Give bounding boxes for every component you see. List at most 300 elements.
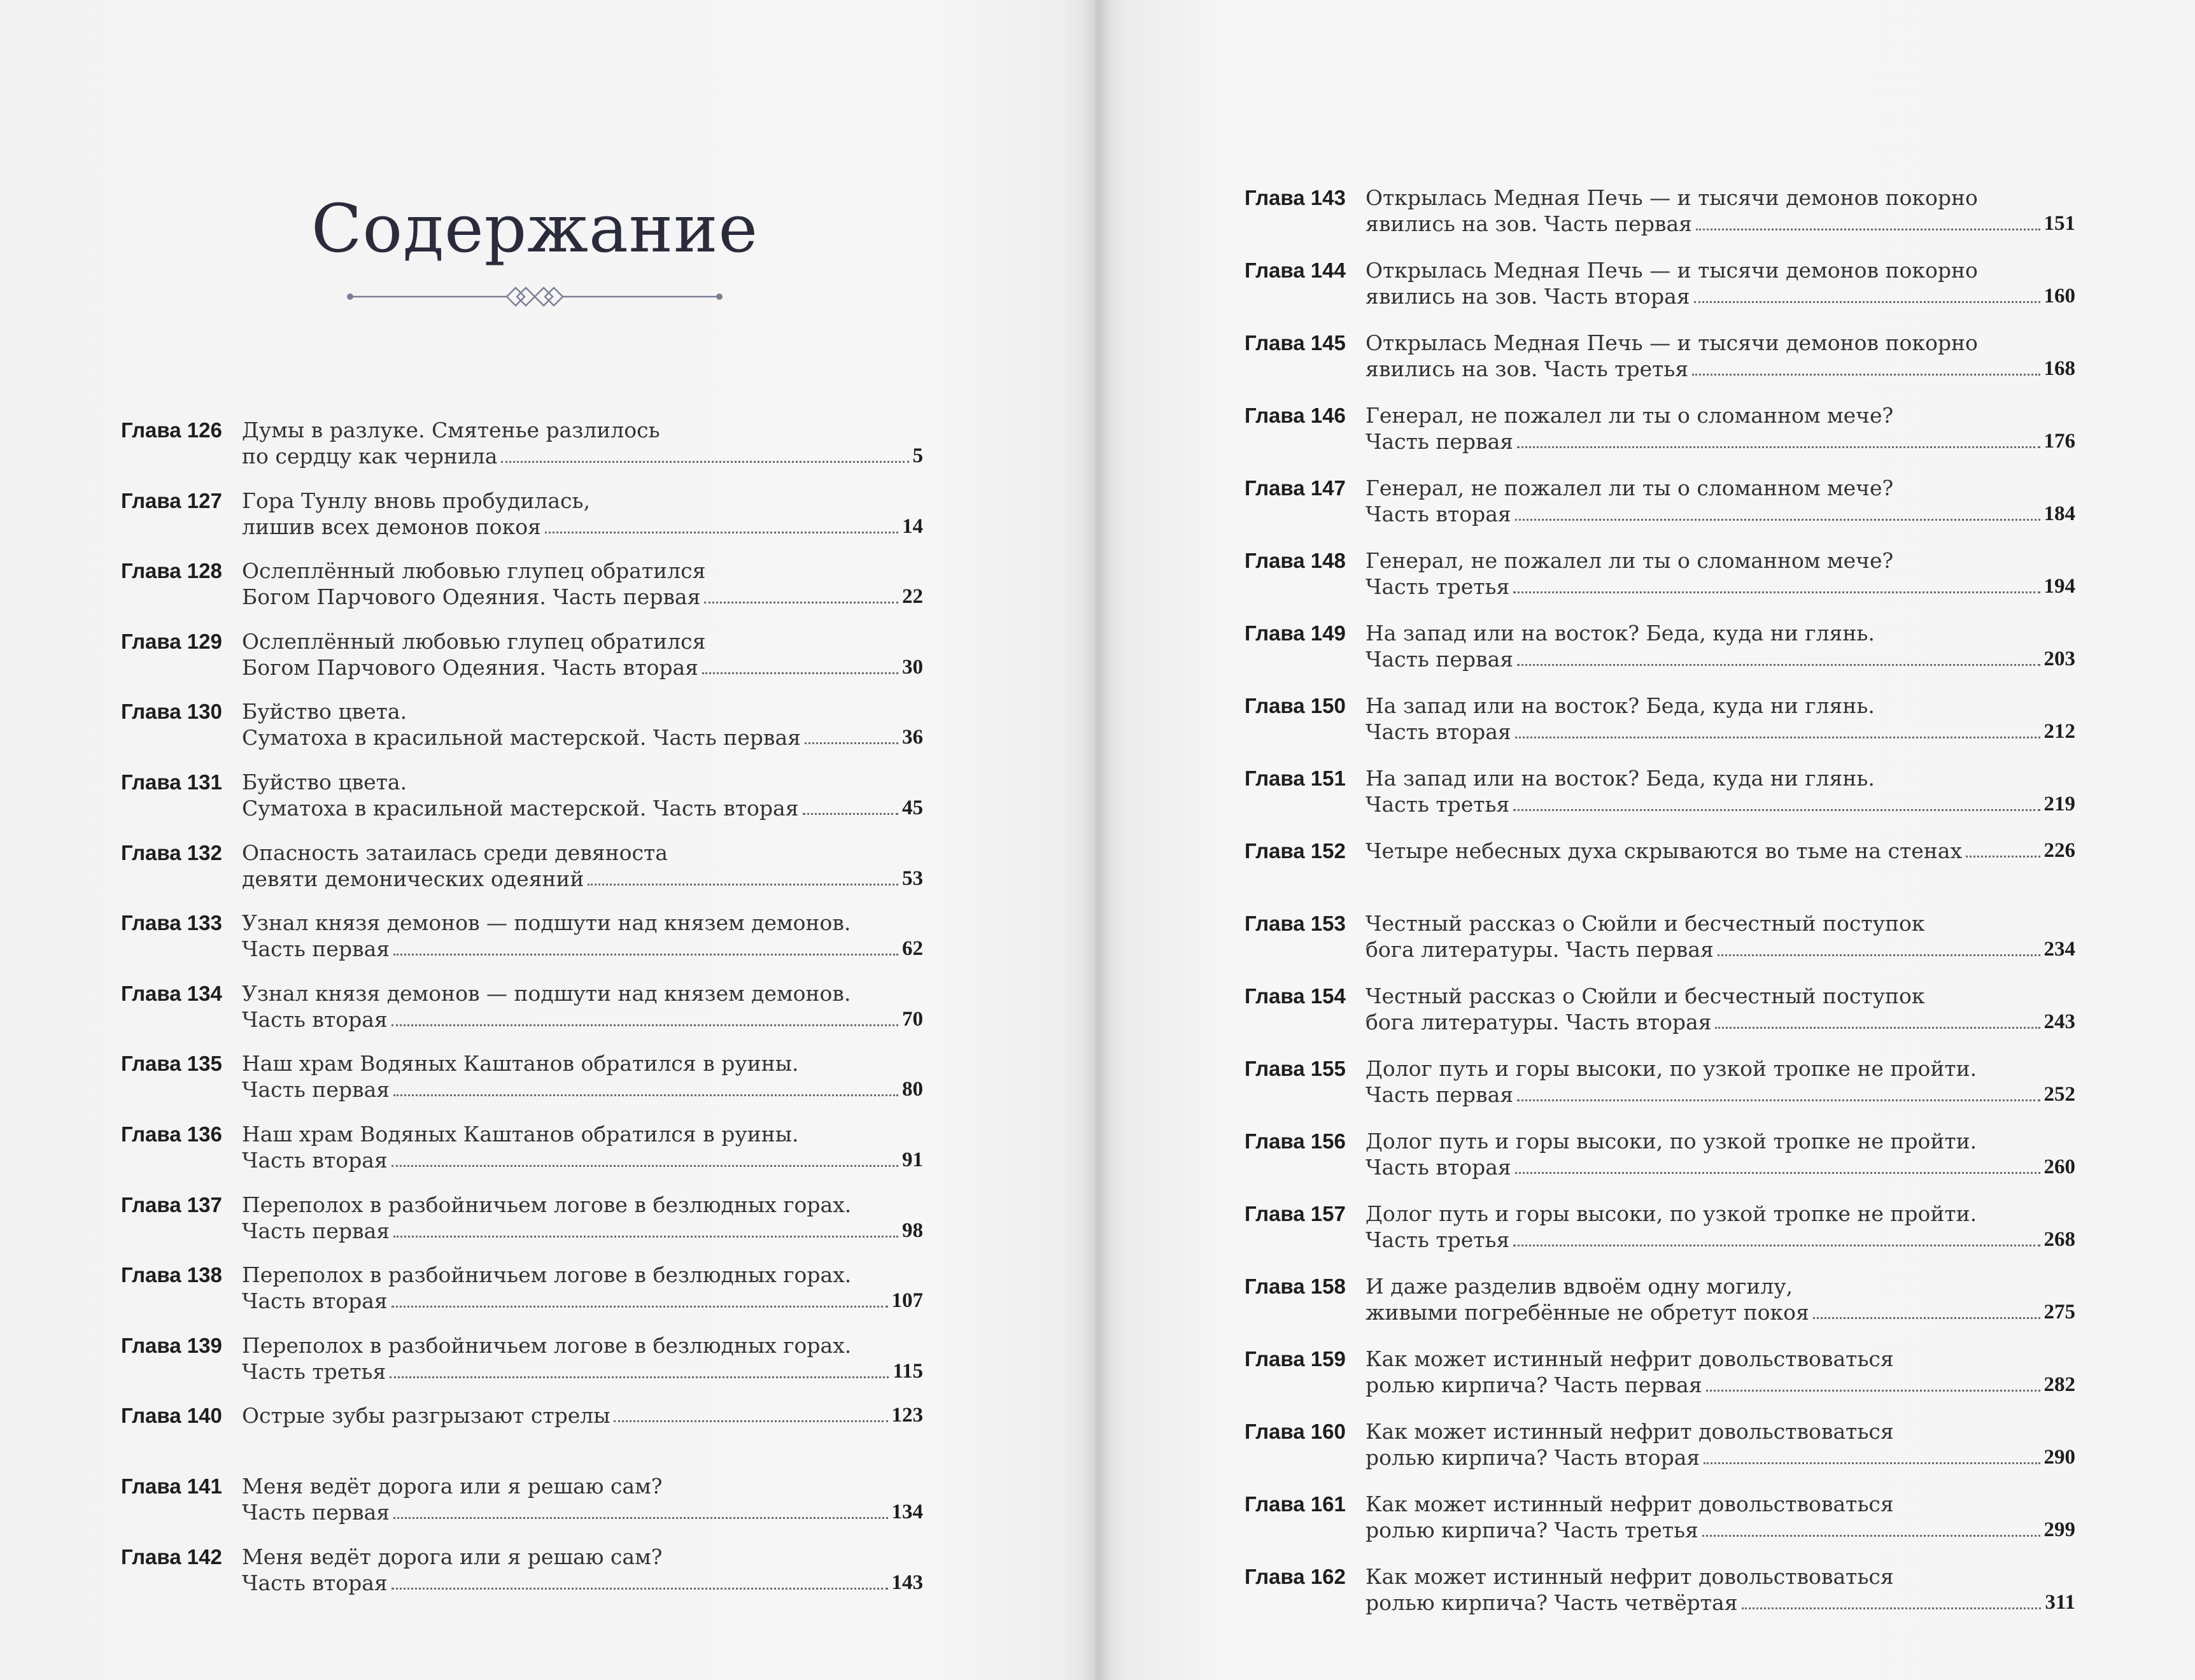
chapter-title-line [242, 1359, 923, 1385]
chapter-title-line: Переполох в разбойничьем логове в безлюдных горах. [242, 1262, 852, 1288]
chapter-title-line: Узнал князя демонов — подшути над князем демонов. [242, 980, 851, 1006]
toc-entry[interactable] [121, 1332, 923, 1403]
chapter-title-block [1366, 1201, 2075, 1253]
chapter-title-line [242, 1288, 923, 1314]
toc-entry[interactable] [121, 628, 923, 699]
page-number: 194 [2043, 575, 2075, 598]
page-number: 151 [2043, 212, 2075, 235]
chapter-number: Глава 150 [1245, 694, 1346, 717]
chapter-title-line [242, 795, 923, 821]
toc-entry[interactable] [121, 558, 923, 628]
page-number: 123 [891, 1404, 923, 1427]
page-number: 226 [2043, 839, 2075, 862]
chapter-title-line [242, 654, 923, 681]
chapter-title-line [242, 1402, 923, 1429]
chapter-title-line [1366, 791, 2075, 817]
page-number: 219 [2043, 793, 2075, 815]
chapter-title-line: Открылась Медная Печь — и тысячи демонов покорно [1366, 258, 1978, 283]
chapter-number: Глава 157 [1245, 1202, 1346, 1225]
chapter-title-block [242, 417, 923, 469]
toc-entry[interactable] [1245, 765, 2075, 838]
chapter-title-text: Богом Парчового Одеяния. Часть первая [242, 584, 701, 610]
chapter-title-text: девяти демонических одеяний [242, 866, 584, 891]
chapter-title-line: Меня ведёт дорога или я решаю сам? [242, 1473, 663, 1499]
chapter-title-line [1366, 1372, 2075, 1398]
chapter-title-text: явились на зов. Часть вторая [1366, 284, 1690, 309]
chapter-title-line [1366, 428, 2075, 455]
chapter-title-block [1366, 1564, 2075, 1616]
chapter-number: Глава 145 [1245, 331, 1346, 355]
chapter-number: Глава 156 [1245, 1129, 1346, 1153]
chapter-title-line [1366, 719, 2075, 745]
chapter-number: Глава 148 [1245, 549, 1346, 572]
dot-leader [1694, 300, 2040, 303]
chapter-number: Глава 142 [121, 1544, 222, 1569]
toc-entry[interactable] [1245, 1564, 2075, 1636]
chapter-number: Глава 159 [1245, 1347, 1346, 1371]
chapter-title-line: Ослеплённый любовью глупец обратился [242, 558, 706, 584]
toc-entry[interactable] [1245, 475, 2075, 547]
chapter-title-line: Генерал, не пожалел ли ты о сломанном мече? [1366, 548, 1894, 573]
chapter-title-text: Богом Парчового Одеяния. Часть вторая [242, 654, 698, 680]
page-number: 115 [893, 1359, 923, 1383]
dot-leader [803, 812, 898, 815]
chapter-title-line: Опасность затаилась среди девяноста [242, 840, 668, 865]
chapter-title-text: Часть первая [242, 1218, 390, 1243]
chapter-title-text: Острые зубы разгрызают стрелы [242, 1403, 611, 1429]
chapter-title-line [1366, 211, 2075, 237]
chapter-number: Глава 161 [1245, 1492, 1346, 1516]
chapter-title-line: Открылась Медная Печь — и тысячи демонов покорно [1366, 185, 1978, 210]
chapter-number: Глава 144 [1245, 258, 1346, 282]
chapter-number: Глава 149 [1245, 621, 1346, 645]
chapter-title-line: На запад или на восток? Беда, куда ни глянь. [1366, 621, 1875, 646]
chapter-title-line: Долог путь и горы высоки, по узкой тропке не пройти. [1366, 1201, 1977, 1226]
chapter-title-text: Часть первая [1366, 1082, 1514, 1107]
chapter-title-text: Часть вторая [1366, 719, 1511, 744]
chapter-number: Глава 147 [1245, 476, 1346, 500]
chapter-title-line: И даже разделив вдвоём одну могилу, [1366, 1274, 1793, 1299]
toc-entry[interactable] [121, 1121, 923, 1192]
chapter-title-text: Часть первая [1366, 647, 1514, 672]
chapter-title-block [1366, 547, 2075, 600]
chapter-number: Глава 138 [121, 1263, 222, 1287]
chapter-title-block [1366, 1273, 2075, 1325]
dot-leader [1966, 855, 2040, 858]
chapter-number: Глава 131 [121, 770, 222, 794]
toc-entry[interactable] [1245, 910, 2075, 983]
chapter-title-text: ролью кирпича? Часть первая [1366, 1373, 1702, 1397]
dot-leader [614, 1420, 887, 1422]
chapter-title-line [242, 1076, 923, 1103]
chapter-title-block [242, 1332, 923, 1385]
chapter-title-block [242, 840, 923, 892]
dot-leader [1702, 1534, 2040, 1537]
chapter-title-text: бога литературы. Часть первая [1366, 937, 1714, 962]
toc-entry[interactable] [121, 1473, 923, 1544]
chapter-title-line: Наш храм Водяных Каштанов обратился в руины. [242, 1121, 799, 1147]
chapter-number: Глава 160 [1245, 1420, 1346, 1443]
chapter-title-line [1366, 283, 2075, 309]
page-number: 243 [2043, 1010, 2075, 1033]
page-number: 275 [2043, 1301, 2075, 1324]
chapter-title-line: Честный рассказ о Сюйли и бесчестный поступок [1366, 984, 1925, 1008]
chapter-number: Глава 132 [121, 840, 222, 865]
chapter-title-text: Часть третья [242, 1359, 386, 1384]
chapter-title-block [1366, 330, 2075, 382]
chapter-title-text: Часть вторая [242, 1006, 388, 1032]
toc-entry[interactable] [1245, 1055, 2075, 1128]
chapter-title-block [242, 1121, 923, 1173]
chapter-title-line: Генерал, не пожалел ли ты о сломанном мече? [1366, 403, 1894, 428]
chapter-title-line: Буйство цвета. [242, 699, 407, 724]
dot-leader [392, 1305, 888, 1308]
dot-leader [1513, 1244, 2040, 1246]
toc-entry[interactable] [121, 417, 923, 488]
chapter-title-line: Долог путь и горы высоки, по узкой тропке не пройти. [1366, 1129, 1977, 1154]
chapter-title-line: На запад или на восток? Беда, куда ни глянь. [1366, 766, 1875, 791]
chapter-title-text: Часть вторая [242, 1147, 388, 1173]
chapter-title-line [242, 514, 923, 540]
chapter-title-line [1366, 1590, 2075, 1616]
chapter-title-line: Как может истинный нефрит довольствоваться [1366, 1564, 1894, 1589]
chapter-title-text: живыми погребённые не обретут покоя [1366, 1300, 1809, 1325]
chapter-number: Глава 141 [121, 1474, 222, 1498]
dot-leader [393, 1516, 887, 1519]
toc-entry[interactable] [1245, 693, 2075, 765]
chapter-title-line [1366, 501, 2075, 527]
chapter-number: Глава 162 [1245, 1565, 1346, 1588]
dot-leader [805, 742, 898, 744]
toc-entry[interactable] [121, 1402, 923, 1473]
page-number: 30 [902, 655, 923, 679]
chapter-title-line: Как может истинный нефрит довольствоваться [1366, 1492, 1894, 1516]
chapter-title-line [1366, 1299, 2075, 1325]
chapter-title-block [1366, 838, 2075, 864]
chapter-title-line: Наш храм Водяных Каштанов обратился в руины. [242, 1051, 799, 1076]
page-number: 260 [2043, 1155, 2075, 1178]
chapter-title-text: ролью кирпича? Часть вторая [1366, 1445, 1700, 1470]
chapter-title-text: Часть вторая [1366, 502, 1511, 526]
chapter-number: Глава 143 [1245, 186, 1346, 209]
chapter-title-line: Как может истинный нефрит довольствоваться [1366, 1346, 1894, 1371]
page-number: 212 [2043, 720, 2075, 743]
page-number: 290 [2043, 1446, 2075, 1469]
toc-column-left [121, 417, 923, 1614]
toc-entry[interactable] [121, 1262, 923, 1332]
toc-entry[interactable] [121, 910, 923, 980]
page-number: 299 [2043, 1518, 2075, 1541]
toc-entry[interactable] [121, 698, 923, 769]
dot-leader [1515, 518, 2040, 521]
dot-leader [1704, 1462, 2040, 1464]
chapter-title-line [1366, 1082, 2075, 1108]
chapter-title-block [1366, 1128, 2075, 1180]
chapter-title-text: Часть первая [1366, 429, 1514, 454]
dot-leader [1742, 1607, 2042, 1609]
chapter-title-text: Часть вторая [242, 1288, 388, 1314]
page-number: 14 [902, 514, 923, 538]
page-number: 252 [2043, 1083, 2075, 1106]
toc-entry[interactable] [121, 840, 923, 910]
chapter-title-line [242, 936, 923, 962]
dot-leader [1517, 446, 2040, 448]
divider-ornament-icon [344, 283, 726, 311]
page-number: 203 [2043, 647, 2075, 670]
toc-entry[interactable] [121, 769, 923, 840]
chapter-title-line [242, 1499, 923, 1525]
chapter-number: Глава 152 [1245, 839, 1346, 863]
chapter-title-line: Гора Тунлу вновь пробудилась, [242, 488, 590, 513]
chapter-title-line [242, 584, 923, 610]
page-number: 62 [902, 937, 923, 961]
page-number: 168 [2043, 357, 2075, 380]
dot-leader [1715, 1026, 2040, 1029]
dot-leader [392, 1587, 888, 1590]
chapter-number: Глава 126 [121, 418, 222, 442]
chapter-title-line [1366, 574, 2075, 600]
chapter-number: Глава 158 [1245, 1274, 1346, 1298]
left-page [0, 0, 1095, 1680]
toc-entry[interactable] [1245, 620, 2075, 693]
chapter-title-line [242, 443, 923, 469]
chapter-title-block [242, 1192, 923, 1244]
chapter-title-line [242, 1570, 923, 1596]
chapter-title-line: Честный рассказ о Сюйли и бесчестный поступок [1366, 911, 1925, 936]
chapter-title-line: Долог путь и горы высоки, по узкой тропке не пройти. [1366, 1056, 1977, 1081]
toc-entry[interactable] [121, 980, 923, 1051]
chapter-title-line: Узнал князя демонов — подшути над князем демонов. [242, 910, 851, 936]
chapter-title-block [1366, 257, 2075, 309]
dot-leader [1813, 1316, 2040, 1319]
chapter-title-block [242, 698, 923, 751]
chapter-title-text: по сердцу как чернила [242, 444, 498, 469]
chapter-title-line [1366, 1517, 2075, 1543]
toc-heading [299, 191, 770, 311]
chapter-title-line [242, 866, 923, 892]
chapter-title-text: явились на зов. Часть первая [1366, 211, 1692, 236]
chapter-number: Глава 155 [1245, 1057, 1346, 1080]
page-number: 160 [2043, 285, 2075, 307]
page-number: 45 [902, 796, 923, 819]
chapter-title-block [1366, 1491, 2075, 1543]
dot-leader [393, 1094, 898, 1096]
chapter-title-block [242, 558, 923, 610]
chapter-title-block [1366, 1055, 2075, 1108]
dot-leader [392, 1164, 898, 1167]
chapter-title-line [1366, 1444, 2075, 1471]
dot-leader [1517, 663, 2040, 666]
chapter-title-line: На запад или на восток? Беда, куда ни глянь. [1366, 693, 1875, 718]
chapter-title-text: Часть третья [1366, 792, 1510, 817]
toc-entry[interactable] [1245, 547, 2075, 620]
chapter-number: Глава 151 [1245, 766, 1346, 790]
page-number: 184 [2043, 502, 2075, 525]
dot-leader [588, 883, 898, 886]
dot-leader [1513, 591, 2040, 593]
page-number: 91 [902, 1148, 923, 1171]
chapter-title-text: Суматоха в красильной мастерской. Часть вторая [242, 795, 799, 821]
chapter-title-block [1366, 185, 2075, 237]
dot-leader [1515, 1171, 2040, 1174]
chapter-number: Глава 136 [121, 1122, 222, 1146]
page-number: 234 [2043, 938, 2075, 961]
dot-leader [545, 531, 898, 533]
page-number: 107 [891, 1289, 923, 1313]
chapter-title-line [242, 724, 923, 751]
dot-leader [1513, 808, 2040, 811]
chapter-title-line [1366, 936, 2075, 963]
chapter-title-text: бога литературы. Часть вторая [1366, 1010, 1712, 1034]
chapter-title-text: Часть вторая [1366, 1155, 1511, 1180]
chapter-title-line: Думы в разлуке. Смятенье разлилось [242, 418, 660, 442]
dot-leader [702, 672, 898, 674]
chapter-title-block [1366, 475, 2075, 527]
chapter-title-line: Как может истинный нефрит довольствоваться [1366, 1419, 1894, 1444]
toc-entry[interactable] [1245, 402, 2075, 475]
toc-entry[interactable] [1245, 1273, 2075, 1346]
page-number: 134 [891, 1500, 923, 1523]
chapter-title-line: Ослеплённый любовью глупец обратился [242, 628, 706, 654]
dot-leader [704, 601, 898, 604]
chapter-title-line [1366, 1154, 2075, 1180]
toc-entry[interactable] [1245, 1491, 2075, 1564]
chapter-title-block [242, 1402, 923, 1429]
book-gutter [1082, 0, 1113, 1680]
toc-entry[interactable] [1245, 257, 2075, 330]
chapter-title-text: Четыре небесных духа скрываются во тьме на стенах [1366, 838, 1963, 863]
chapter-title-line [1366, 838, 2075, 864]
chapter-title-line: Буйство цвета. [242, 769, 407, 794]
chapter-title-text: Часть первая [242, 1077, 390, 1103]
dot-leader [1718, 954, 2040, 956]
toc-entry[interactable] [1245, 185, 2075, 257]
chapter-title-text: Суматоха в красильной мастерской. Часть первая [242, 725, 801, 751]
page-number: 311 [2045, 1591, 2075, 1614]
page-number: 176 [2043, 430, 2075, 453]
chapter-title-block [242, 1544, 923, 1596]
chapter-title-block [242, 769, 923, 821]
toc-entry[interactable] [1245, 1128, 2075, 1201]
chapter-title-block [242, 1262, 923, 1314]
chapter-title-text: Часть вторая [242, 1570, 388, 1595]
chapter-title-block [1366, 693, 2075, 745]
page-number: 143 [891, 1571, 923, 1594]
chapter-title-text: Часть первая [242, 1499, 390, 1525]
chapter-title-text: лишив всех демонов покоя [242, 514, 541, 539]
chapter-title-block [242, 488, 923, 540]
dot-leader [501, 460, 908, 463]
dot-leader [1692, 373, 2040, 376]
chapter-title-block [1366, 402, 2075, 455]
page-number: 268 [2043, 1228, 2075, 1251]
chapter-title-line [1366, 1227, 2075, 1253]
dot-leader [392, 1024, 898, 1026]
chapter-number: Глава 153 [1245, 912, 1346, 935]
page-title: Содержание [311, 190, 759, 267]
chapter-number: Глава 134 [121, 981, 222, 1005]
dot-leader [1517, 1099, 2040, 1101]
page-number: 36 [902, 726, 923, 749]
chapter-title-line: Переполох в разбойничьем логове в безлюдных горах. [242, 1332, 852, 1358]
toc-entry[interactable] [1245, 838, 2075, 910]
page-number: 53 [902, 866, 923, 890]
chapter-title-block [242, 1050, 923, 1103]
page-number: 22 [902, 585, 923, 609]
page-number: 5 [912, 444, 923, 467]
chapter-title-block [1366, 910, 2075, 963]
toc-entry[interactable] [1245, 330, 2075, 402]
chapter-title-line [1366, 1009, 2075, 1035]
chapter-number: Глава 146 [1245, 404, 1346, 427]
toc-entry[interactable] [1245, 983, 2075, 1055]
dot-leader [390, 1376, 889, 1378]
chapter-number: Глава 133 [121, 911, 222, 935]
chapter-title-line: Меня ведёт дорога или я решаю сам? [242, 1544, 663, 1569]
toc-entry[interactable] [121, 488, 923, 558]
chapter-number: Глава 128 [121, 559, 222, 583]
chapter-number: Глава 154 [1245, 984, 1346, 1008]
toc-entry[interactable] [1245, 1201, 2075, 1273]
chapter-number: Глава 129 [121, 629, 222, 653]
chapter-title-line [1366, 646, 2075, 672]
chapter-title-block [242, 628, 923, 681]
chapter-title-block [242, 980, 923, 1033]
chapter-title-block [1366, 620, 2075, 672]
chapter-title-text: Часть третья [1366, 574, 1510, 599]
chapter-title-line [242, 1218, 923, 1244]
chapter-number: Глава 135 [121, 1052, 222, 1076]
toc-entry[interactable] [121, 1544, 923, 1614]
chapter-title-line: Переполох в разбойничьем логове в безлюдных горах. [242, 1192, 852, 1217]
chapter-number: Глава 127 [121, 488, 222, 512]
chapter-title-line: Открылась Медная Печь — и тысячи демонов покорно [1366, 330, 1978, 355]
toc-entry[interactable] [121, 1050, 923, 1121]
chapter-title-block [1366, 1418, 2075, 1471]
chapter-number: Глава 130 [121, 700, 222, 724]
page-number: 98 [902, 1218, 923, 1242]
page-number: 282 [2043, 1373, 2075, 1396]
chapter-title-text: Часть третья [1366, 1227, 1510, 1252]
toc-entry[interactable] [1245, 1346, 2075, 1418]
chapter-title-block [242, 1473, 923, 1525]
chapter-title-line [242, 1147, 923, 1173]
chapter-title-block [1366, 1346, 2075, 1398]
chapter-title-line: Генерал, не пожалел ли ты о сломанном мече? [1366, 476, 1894, 500]
dot-leader [1696, 228, 2040, 230]
chapter-title-text: ролью кирпича? Часть третья [1366, 1518, 1698, 1542]
dot-leader [1515, 736, 2040, 738]
dot-leader [393, 953, 898, 956]
chapter-title-text: Часть первая [242, 936, 390, 962]
chapter-title-text: явились на зов. Часть третья [1366, 356, 1689, 381]
chapter-title-block [242, 910, 923, 962]
page-number: 80 [902, 1078, 923, 1101]
chapter-title-line [242, 1006, 923, 1033]
chapter-number: Глава 139 [121, 1333, 222, 1357]
chapter-title-text: ролью кирпича? Часть четвёртая [1366, 1590, 1738, 1615]
toc-entry[interactable] [121, 1192, 923, 1262]
dot-leader [1706, 1389, 2040, 1392]
chapter-title-block [1366, 983, 2075, 1035]
chapter-title-block [1366, 765, 2075, 817]
chapter-title-line [1366, 356, 2075, 382]
toc-column-right [1245, 185, 2075, 1636]
page-number: 70 [902, 1007, 923, 1031]
dot-leader [393, 1235, 898, 1238]
toc-entry[interactable] [1245, 1418, 2075, 1491]
chapter-number: Глава 137 [121, 1192, 222, 1217]
